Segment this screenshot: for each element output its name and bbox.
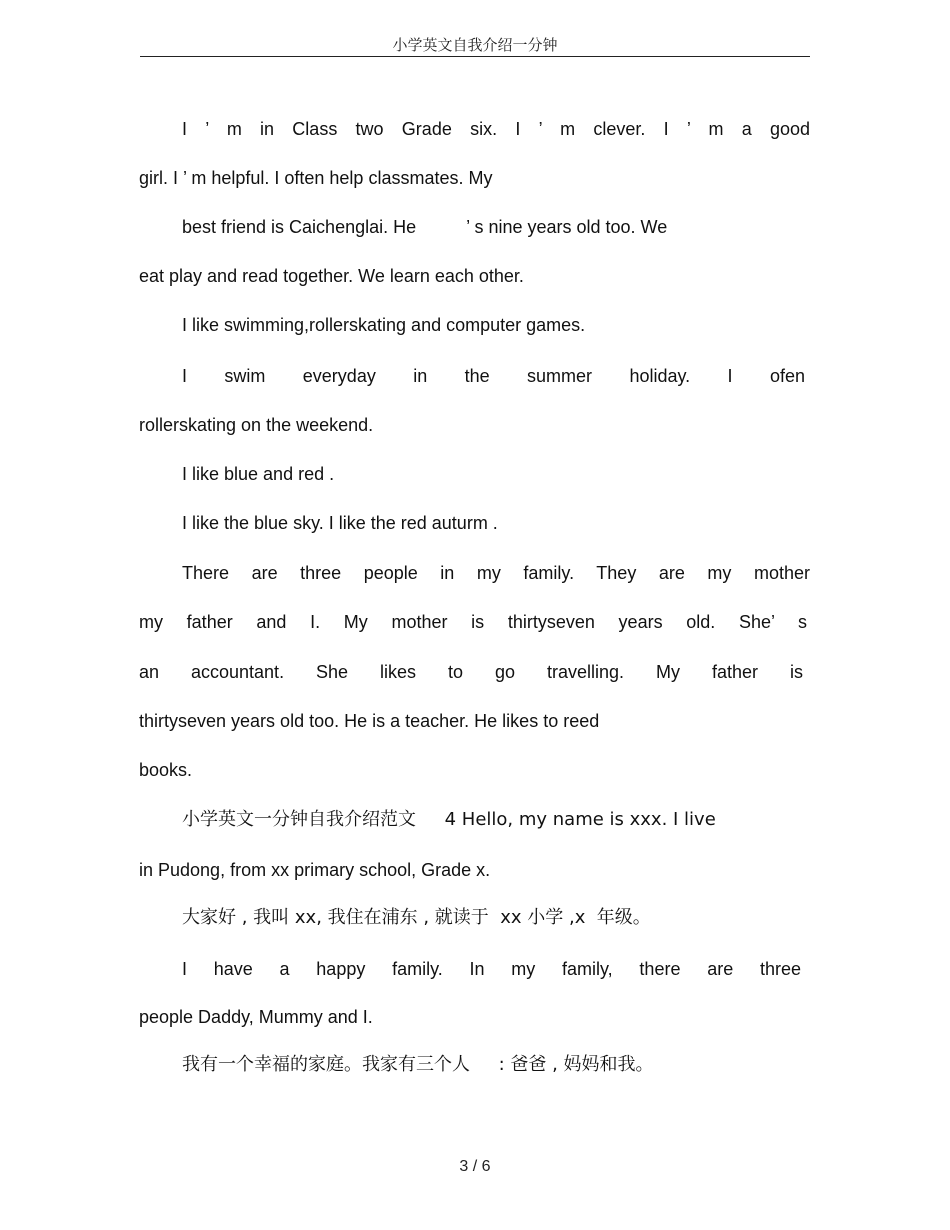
text-line: 小学英文一分钟自我介绍范文 4 Hello, my name is xxx. I live	[182, 809, 716, 830]
text-line: rollerskating on the weekend.	[139, 415, 374, 435]
page-number: 3 / 6	[459, 1158, 491, 1175]
text-line: I like the blue sky. I like the red auturm .	[182, 513, 498, 533]
header-rule	[140, 56, 810, 57]
text-line: books.	[139, 760, 193, 780]
page-header-title: 小学英文自我介绍一分钟	[392, 36, 558, 54]
text-line: my father and I. My mother is thirtyseven years old. She’ s	[139, 612, 807, 632]
text-line: 我有一个幸福的家庭。我家有三个人 : 爸爸 , 妈妈和我。	[182, 1054, 654, 1075]
text-line: best friend is Caichenglai. He ’ s nine years old too. We	[182, 217, 668, 237]
text-line: eat play and read together. We learn each other.	[139, 266, 524, 286]
text-line: 大家好 , 我叫 xx, 我住在浦东 , 就读于 xx 小学 ,x 年级。	[182, 907, 651, 928]
text-line: thirtyseven years old too. He is a teacher. He likes to reed	[139, 711, 600, 731]
text-line: an accountant. She likes to go travelling. My father is	[139, 662, 803, 682]
text-line: people Daddy, Mummy and I.	[139, 1007, 373, 1027]
text-line: I like swimming,rollerskating and computer games.	[182, 315, 586, 335]
text-line: I have a happy family. In my family, there are three	[182, 959, 801, 979]
text-line: in Pudong, from xx primary school, Grade x.	[139, 860, 491, 880]
text-line: I like blue and red .	[182, 464, 335, 484]
text-line: I ’ m in Class two Grade six. I ’ m clever. I ’ m a good	[182, 119, 810, 139]
text-line: I swim everyday in the summer holiday. I ofen	[182, 366, 805, 386]
text-line: girl. I ’ m helpful. I often help classmates. My	[139, 168, 493, 188]
text-line: There are three people in my family. They are my mother	[182, 563, 810, 583]
